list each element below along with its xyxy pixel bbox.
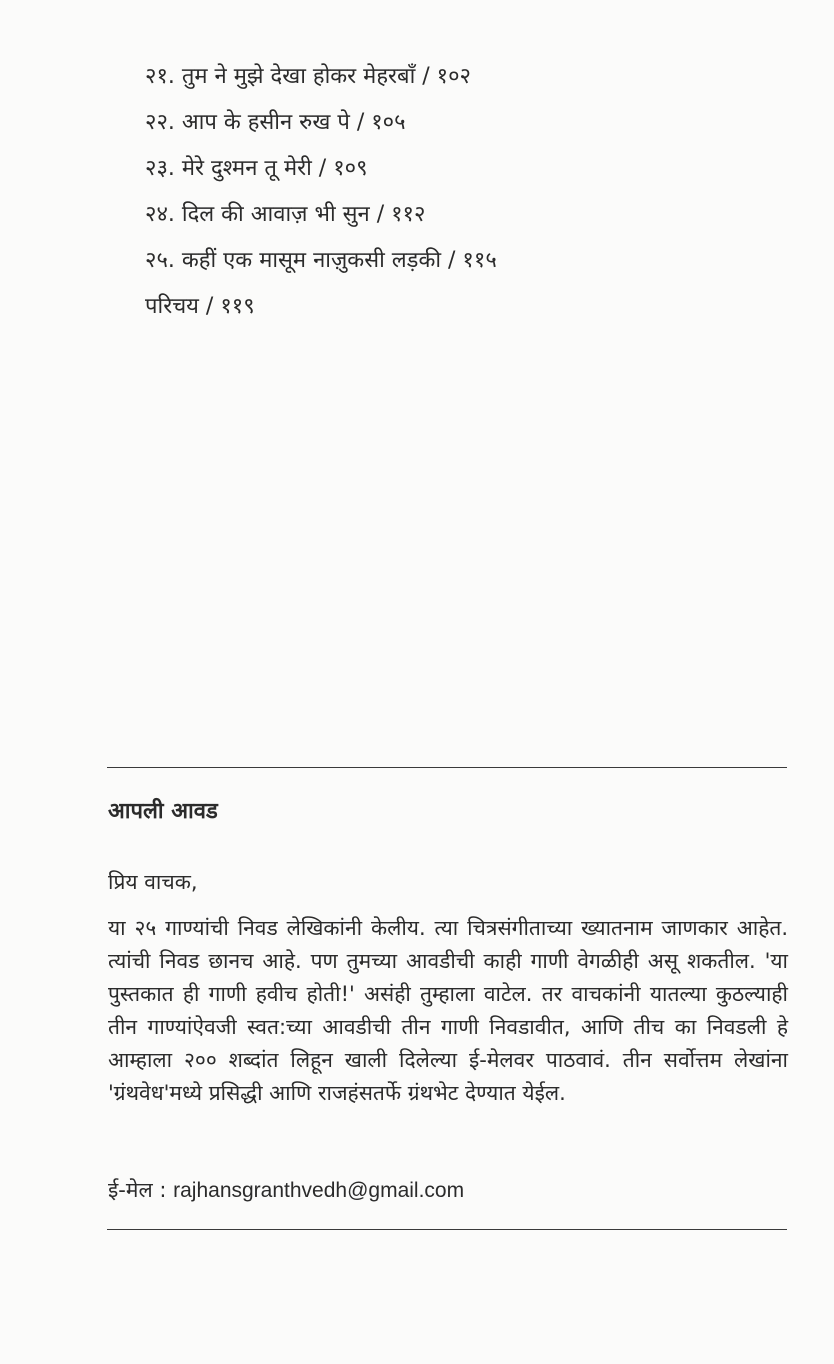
toc-entry: २४. दिल की आवाज़ भी सुन / ११२	[145, 202, 426, 227]
box-title: आपली आवड	[108, 799, 218, 824]
box-body-paragraph: या २५ गाण्यांची निवड लेखिकांनी केलीय. त्या चित्रसंगीताच्या ख्यातनाम जाणकार आहेत. त्यांची निवड छानच आहे. पण तुमच्या आवडीची काही गाणी वेगळीही असू शकतील. 'या पुस्तकात ही गाणी हवीच होती!' असंही तुम्हाला वाटेल. तर वाचकांनी यातल्या कुठल्याही तीन गाण्यांऐवजी स्वत:च्या आवडीची तीन गाणी निवडावीत, आणि तीच का निवडली हे आम्हाला २०० शब्दांत लिहून खाली दिलेल्या ई-मेलवर पाठवावं. तीन सर्वोत्तम लेखांना 'ग्रंथवेध'मध्ये प्रसिद्धी आणि राजहंसतर्फे ग्रंथभेट देण्यात येईल.	[108, 916, 788, 1105]
section-divider-bottom	[107, 1229, 787, 1230]
toc-entry: २२. आप के हसीन रुख पे / १०५	[145, 110, 406, 135]
email-address: rajhansgranthvedh@gmail.com	[173, 1179, 465, 1202]
toc-entry: २३. मेरे दुश्मन तू मेरी / १०९	[145, 156, 368, 181]
salutation: प्रिय वाचक,	[108, 870, 198, 894]
table-of-contents	[145, 62, 497, 338]
toc-entry: २५. कहीं एक मासूम नाज़ुकसी लड़की / ११५	[145, 248, 497, 273]
toc-entry: परिचय / ११९	[145, 294, 255, 319]
email-label: ई-मेल :	[108, 1178, 167, 1202]
section-divider-top	[107, 767, 787, 768]
email-line	[108, 1176, 464, 1204]
toc-entry: २१. तुम ने मुझे देखा होकर मेहरबाँ / १०२	[145, 64, 471, 89]
